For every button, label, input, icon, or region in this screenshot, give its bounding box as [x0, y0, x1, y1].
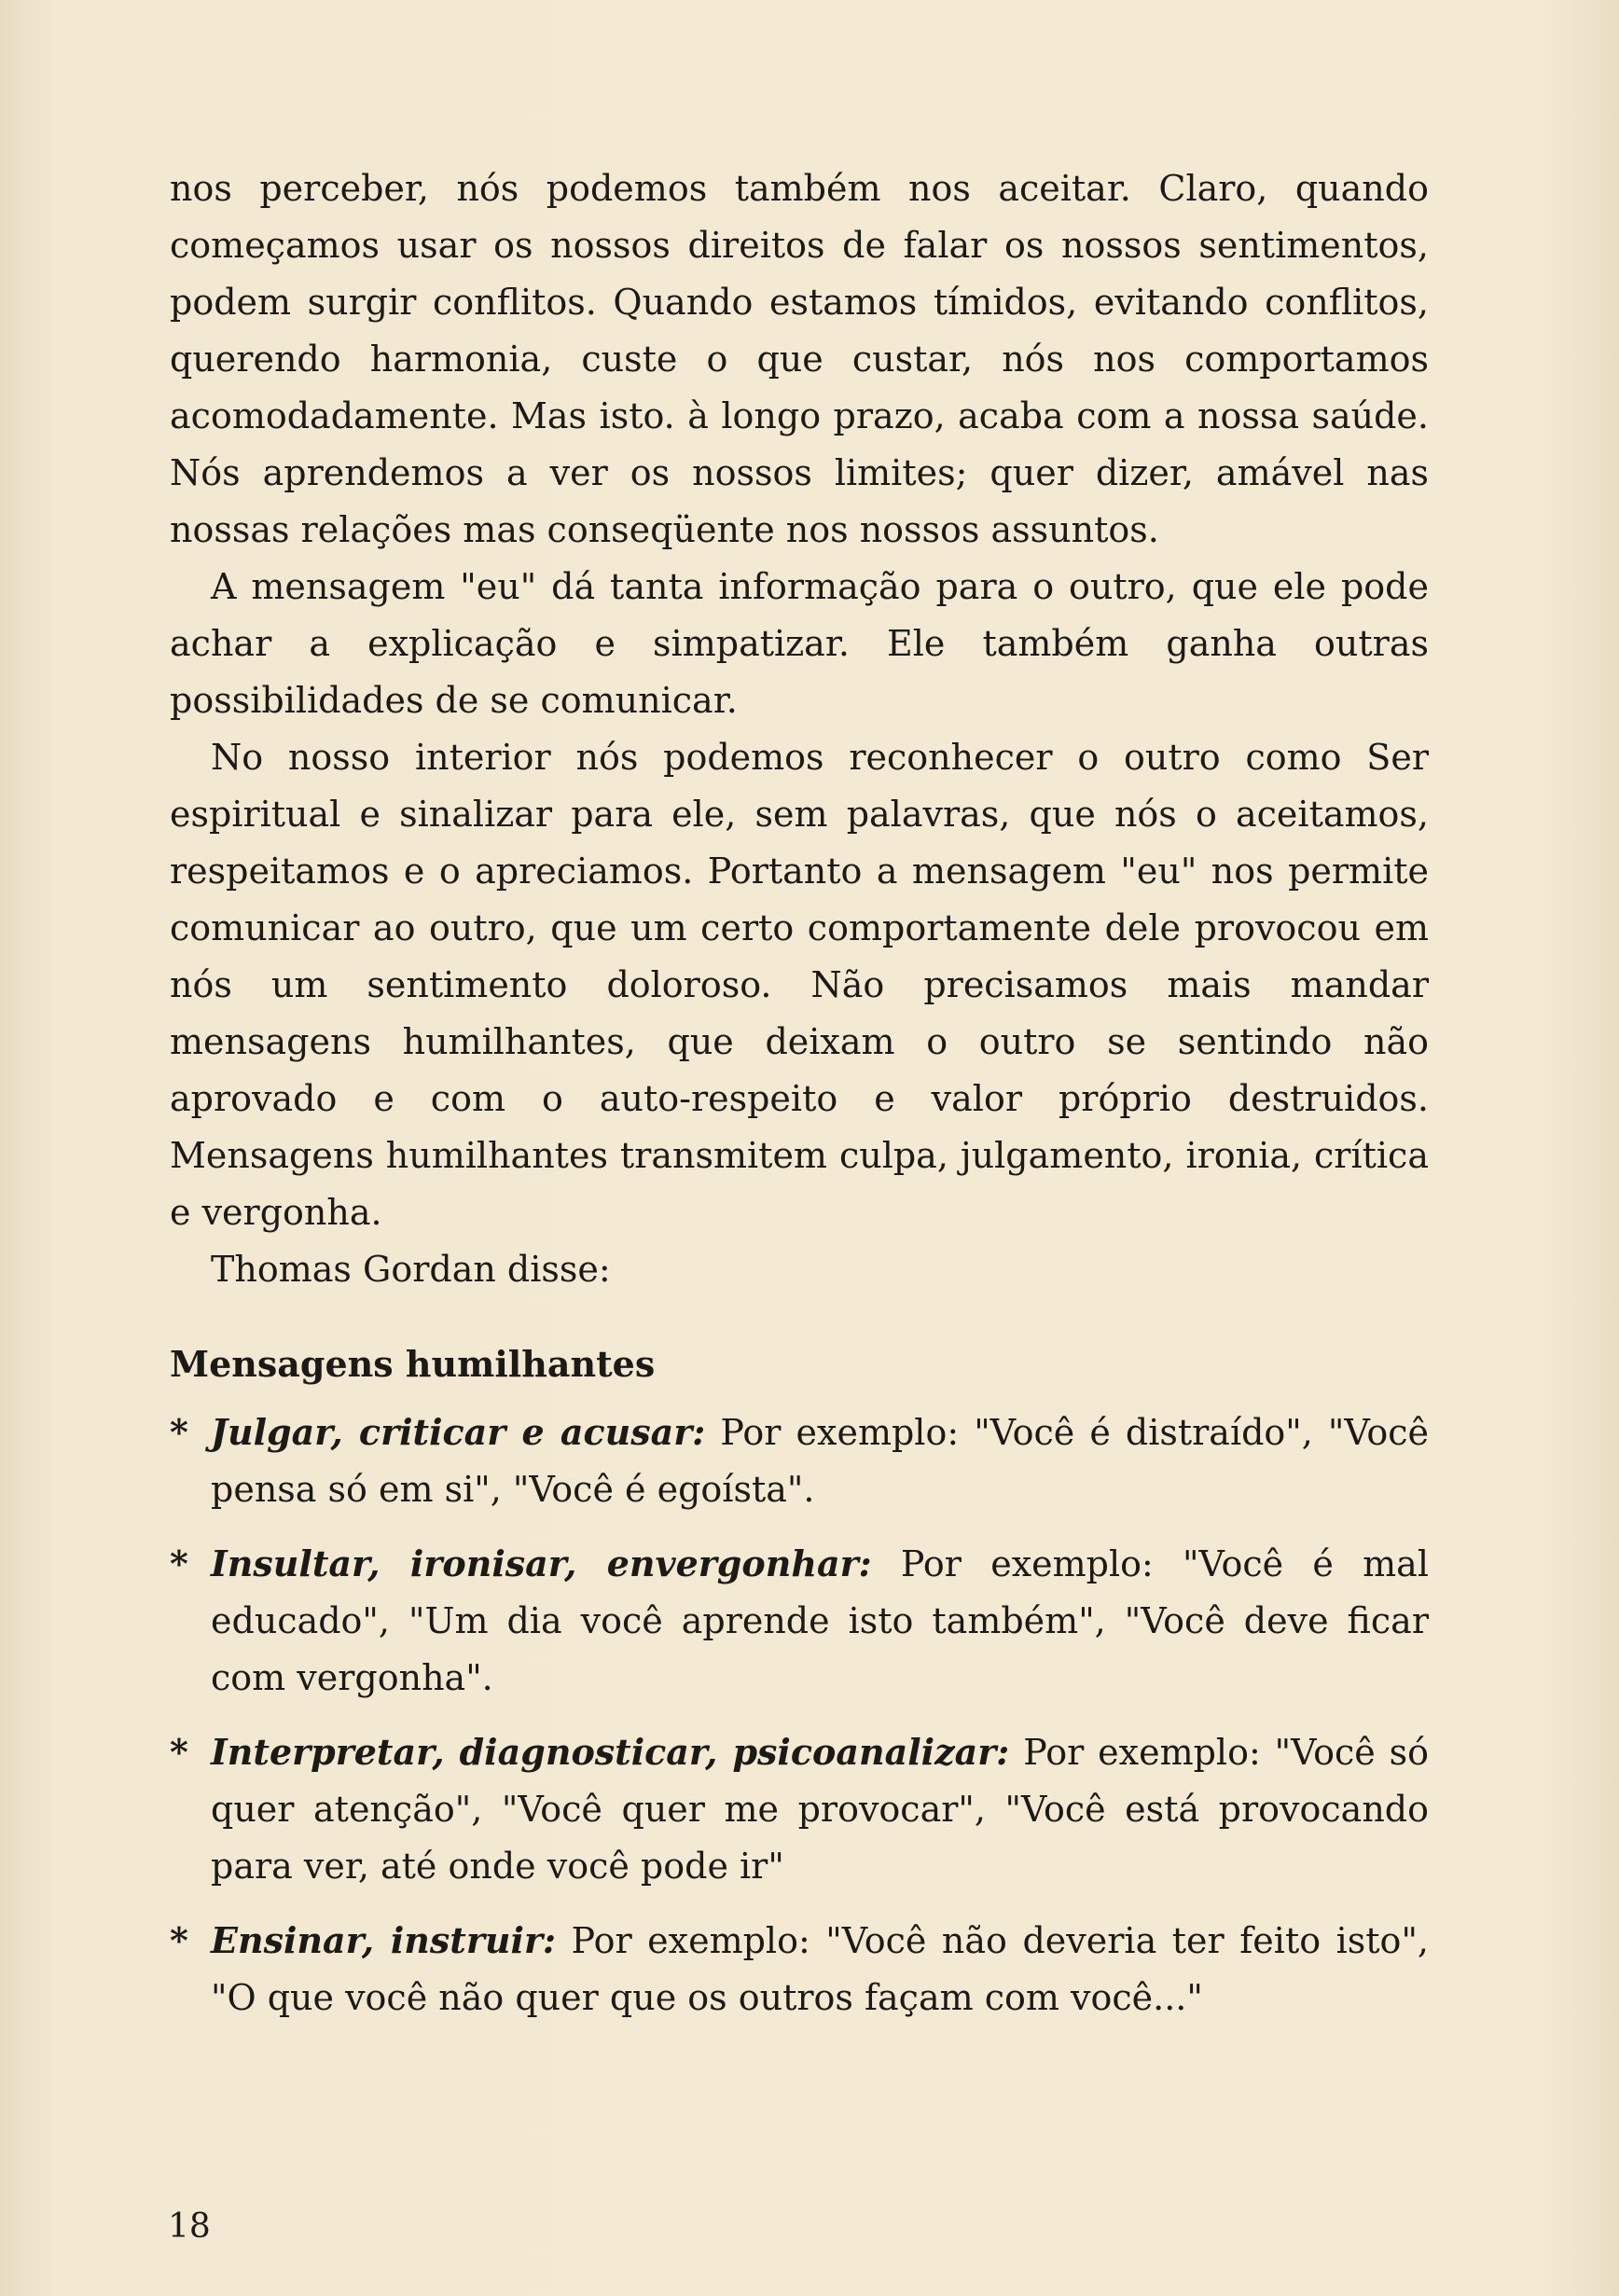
- item-term: Insultar, ironisar, envergonhar:: [211, 1542, 872, 1584]
- item-text: Por exemplo: "Você não deveria ter feito isto", "O que você não quer que os outros façam com você...": [211, 1920, 1429, 2018]
- item-text: Por exemplo: "Você só quer atenção", "Você quer me provocar", "Você está provocando para ver, até onde você pode ir": [211, 1732, 1429, 1887]
- item-text: Por exemplo: "Você é distraído", "Você pensa só em si", "Você é egoísta".: [211, 1412, 1429, 1510]
- list-item: [170, 1404, 1429, 1518]
- asterisk-bullet: *: [170, 1542, 188, 1584]
- list-item: [170, 1535, 1429, 1707]
- item-text: Por exemplo: "Você é mal educado", "Um dia você aprende isto também", "Você deve ficar com vergonha".: [211, 1543, 1429, 1698]
- paragraph-2: A mensagem "eu" dá tanta informação para o outro, que ele pode achar a explicação e simpatizar. Ele também ganha outras possibilidades de se comunicar.: [170, 566, 1429, 721]
- paragraph-1: nos perceber, nós podemos também nos aceitar. Claro, quando começamos usar os nossos direitos de falar os nossos sentimentos, podem surgir conflitos. Quando estamos tímidos, evitando conflitos, querendo harmonia, custe o que custar, nós nos comportamos acomodadamente. Mas isto. à longo prazo, acaba com a nossa saúde. Nós aprendemos a ver os nossos limites; quer dizer, amável nas nossas relações mas conseqüente nos nossos assuntos.: [170, 168, 1429, 550]
- list-item: [170, 1723, 1429, 1895]
- item-term: Julgar, criticar e acusar:: [211, 1411, 706, 1453]
- page-number: 18: [168, 2207, 211, 2246]
- asterisk-bullet: *: [170, 1411, 188, 1453]
- paragraph-4: Thomas Gordan disse:: [211, 1249, 611, 1290]
- item-term: Interpretar, diagnosticar, psicoanalizar:: [211, 1731, 1010, 1773]
- section-heading: Mensagens humilhantes: [170, 1343, 656, 1385]
- item-term: Ensinar, instruir:: [211, 1919, 556, 1961]
- list-item: [170, 1912, 1429, 2026]
- page-text: [170, 160, 1429, 2043]
- paragraph-3: No nosso interior nós podemos reconhecer o outro como Ser espiritual e sinalizar para ele, sem palavras, que nós o aceitamos, respeitamos e o apreciamos. Portanto a mensagem "eu" nos permite comunicar ao outro, que um certo comportamente dele provocou em nós um sentimento doloroso. Não precisamos mais mandar mensagens humilhantes, que deixam o outro se sentindo não aprovado e com o auto-respeito e valor próprio destruidos. Mensagens humilhantes transmitem culpa, julgamento, ironia, crítica e vergonha.: [170, 737, 1429, 1233]
- asterisk-bullet: *: [170, 1731, 188, 1773]
- asterisk-bullet: *: [170, 1919, 188, 1961]
